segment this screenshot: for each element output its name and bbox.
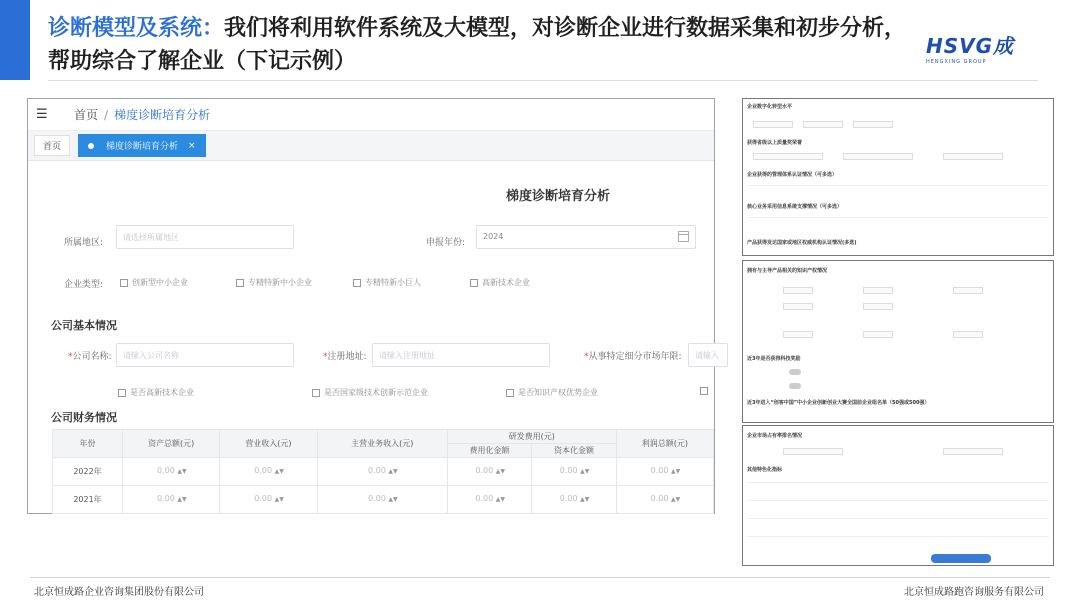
stepper-icon: ▲▼ (671, 496, 681, 503)
flag-checkbox-hightech[interactable]: 是否高新技术企业 (118, 387, 194, 398)
thumb-field (863, 287, 893, 294)
stepper-icon: ▲▼ (671, 468, 681, 475)
col-rd-capitalized: 资本化金额 (532, 444, 616, 458)
checkbox-box (236, 279, 244, 287)
flag-checkbox-more[interactable] (700, 387, 712, 395)
revenue-input[interactable]: 0.00 ▲▼ (220, 486, 317, 514)
thumb-row (747, 482, 1049, 490)
thumb-row (747, 536, 1049, 544)
thumbnail-form-3 (742, 425, 1054, 566)
rd-capitalized-input[interactable]: 0.00 ▲▼ (532, 458, 616, 486)
checkbox-box (470, 279, 478, 287)
assets-input[interactable]: 0.00 ▲▼ (123, 486, 220, 514)
rd-expensed-input[interactable]: 0.00 ▲▼ (447, 486, 531, 514)
main-revenue-input[interactable]: 0.00 ▲▼ (317, 458, 447, 486)
type-checkbox-1[interactable]: 创新型中小企业 (120, 277, 188, 288)
thumb-label: 近3年是否获得科技奖励 (747, 356, 801, 362)
rd-capitalized-input[interactable]: 0.00 ▲▼ (532, 486, 616, 514)
calendar-icon (678, 231, 689, 242)
stepper-icon: ▲▼ (495, 468, 505, 475)
thumb-label: 产品获得发达国家或地区权威机构认证情况(多选) (747, 240, 857, 246)
profit-input[interactable]: 0.00 ▲▼ (616, 458, 713, 486)
type-checkbox-2[interactable]: 专精特新中小企业 (236, 277, 312, 288)
footer-company-right: 北京恒成路跑咨询服务有限公司 (904, 587, 1044, 598)
rd-expensed-input[interactable]: 0.00 ▲▼ (447, 458, 531, 486)
thumb-field (863, 303, 893, 310)
thumb-row (747, 217, 1049, 225)
thumb-label: 拥有与主导产品相关的知识产权情况 (747, 268, 828, 274)
thumbnail-form-2 (742, 260, 1054, 423)
checkbox-box (118, 389, 126, 397)
app-screenshot (27, 98, 719, 514)
col-assets: 资产总额(元) (123, 430, 220, 458)
checkbox-box (312, 389, 320, 397)
assets-input[interactable]: 0.00 ▲▼ (123, 458, 220, 486)
thumb-field (783, 287, 813, 294)
logo-text: HSVG成 (926, 34, 1015, 58)
thumb-label: 企业数字化转型水平 (747, 104, 793, 110)
footer-divider (30, 577, 1050, 578)
year-value: 2024 (483, 232, 504, 241)
flag-checkbox-innovation[interactable]: 是否国家级技术创新示范企业 (312, 387, 428, 398)
region-select[interactable]: 请选择所属地区 (116, 225, 294, 249)
table-row (53, 458, 714, 486)
thumb-row (747, 518, 1049, 526)
address-label: *注册地址: (323, 352, 367, 362)
revenue-input[interactable]: 0.00 ▲▼ (220, 458, 317, 486)
thumb-field (943, 448, 1003, 455)
thumb-field (953, 331, 983, 338)
cell-year: 2021年 (53, 486, 123, 514)
stepper-icon: ▲▼ (274, 496, 284, 503)
thumb-field (753, 153, 823, 160)
thumb-label: 其他特色化指标 (747, 467, 783, 473)
logo-subtext: HENGXING GROUP (926, 59, 987, 65)
thumb-switch (789, 383, 801, 389)
breadcrumb-current: 梯度诊断培育分析 (114, 108, 211, 122)
slide-title-highlight: 诊断模型及系统： (48, 16, 225, 41)
stepper-icon: ▲▼ (388, 468, 398, 475)
thumb-field (803, 121, 843, 128)
stepper-icon: ▲▼ (177, 468, 187, 475)
checkbox-box (353, 279, 361, 287)
top-navbar (28, 99, 714, 131)
thumb-row (747, 185, 1049, 193)
year-label: 申报年份: (426, 238, 466, 248)
thumb-label: 近3年进入“创客中国”中小企业创新创业大赛全国前企业组名单（50强或500强） (747, 400, 930, 406)
tab-home[interactable]: 首页 (34, 135, 70, 156)
stepper-icon: ▲▼ (274, 468, 284, 475)
col-main-revenue: 主营业务收入(元) (317, 430, 447, 458)
col-rd-expensed: 费用化金额 (447, 444, 531, 458)
stepper-icon: ▲▼ (495, 496, 505, 503)
main-revenue-input[interactable]: 0.00 ▲▼ (317, 486, 447, 514)
tab-gradient-diagnosis[interactable] (78, 134, 206, 157)
company-type-label: 企业类型: (64, 280, 104, 290)
stepper-icon: ▲▼ (580, 468, 590, 475)
thumb-submit-button (931, 554, 991, 563)
menu-toggle-icon[interactable]: ☰ (36, 107, 48, 122)
col-year: 年份 (53, 430, 123, 458)
region-label: 所属地区: (64, 238, 104, 248)
basic-info-heading: 公司基本情况 (51, 319, 117, 332)
active-dot-icon (88, 143, 94, 149)
checkbox-box (700, 387, 708, 395)
col-rd: 研发费用(元) (447, 430, 616, 444)
thumb-label: 企业获得的管理体系认证情况（可多选） (747, 172, 838, 178)
company-name-input[interactable]: 请输入公司名称 (116, 343, 294, 367)
slide-title (48, 12, 928, 78)
col-profit: 利润总额(元) (616, 430, 713, 458)
thumb-label: 获得省级以上质量奖荣誉 (747, 140, 803, 146)
tab-bar (28, 131, 714, 161)
cell-year: 2022年 (53, 458, 123, 486)
stepper-icon: ▲▼ (388, 496, 398, 503)
title-accent-bar (0, 0, 30, 80)
thumb-field (953, 287, 983, 294)
type-checkbox-3[interactable]: 专精特新小巨人 (353, 277, 421, 288)
thumb-switch (789, 369, 801, 375)
checkbox-box (120, 279, 128, 287)
col-revenue: 营业收入(元) (220, 430, 317, 458)
form-title: 梯度诊断培育分析 (506, 189, 611, 204)
address-input[interactable]: 请输入注册地址 (372, 343, 550, 367)
market-years-input[interactable]: 请输入 (688, 343, 728, 367)
thumbnail-form-1 (742, 98, 1054, 256)
thumb-field (753, 121, 793, 128)
company-logo (926, 30, 1046, 65)
stepper-icon: ▲▼ (580, 496, 590, 503)
breadcrumb-separator: / (104, 107, 109, 122)
thumb-label: 企业市场占有率排名情况 (747, 433, 803, 439)
thumb-field (783, 448, 843, 455)
type-checkbox-4[interactable]: 高新技术企业 (470, 277, 530, 288)
thumb-field (783, 303, 813, 310)
finance-heading: 公司财务情况 (51, 411, 117, 424)
breadcrumb-home[interactable]: 首页 (74, 108, 99, 122)
thumb-label: 核心业务采用信息系统支撑情况（可多选） (747, 204, 843, 210)
thumb-field (863, 331, 893, 338)
title-divider (48, 80, 1038, 81)
thumb-row (747, 500, 1049, 508)
footer-company-left: 北京恒成路企业咨询集团股份有限公司 (34, 587, 204, 598)
thumb-field (943, 153, 1003, 160)
slide-title-text: 我们将利用软件系统及大模型，对诊断企业进行数据采集和初步分析，帮助综合了解企业（下记示例） (48, 16, 907, 74)
thumb-field (853, 121, 893, 128)
market-years-label: *从事特定细分市场年限: (584, 352, 682, 362)
thumb-field (843, 153, 913, 160)
checkbox-box (506, 389, 514, 397)
tab-label: 梯度诊断培育分析 (106, 142, 179, 152)
close-icon[interactable]: × (188, 140, 196, 151)
year-picker[interactable] (476, 225, 696, 249)
thumb-field (783, 331, 813, 338)
table-row (53, 486, 714, 514)
stepper-icon: ▲▼ (177, 496, 187, 503)
finance-table (52, 429, 714, 514)
flag-checkbox-ip[interactable]: 是否知识产权优势企业 (506, 387, 598, 398)
company-name-label: *公司名称: (68, 352, 112, 362)
profit-input[interactable]: 0.00 ▲▼ (616, 486, 713, 514)
